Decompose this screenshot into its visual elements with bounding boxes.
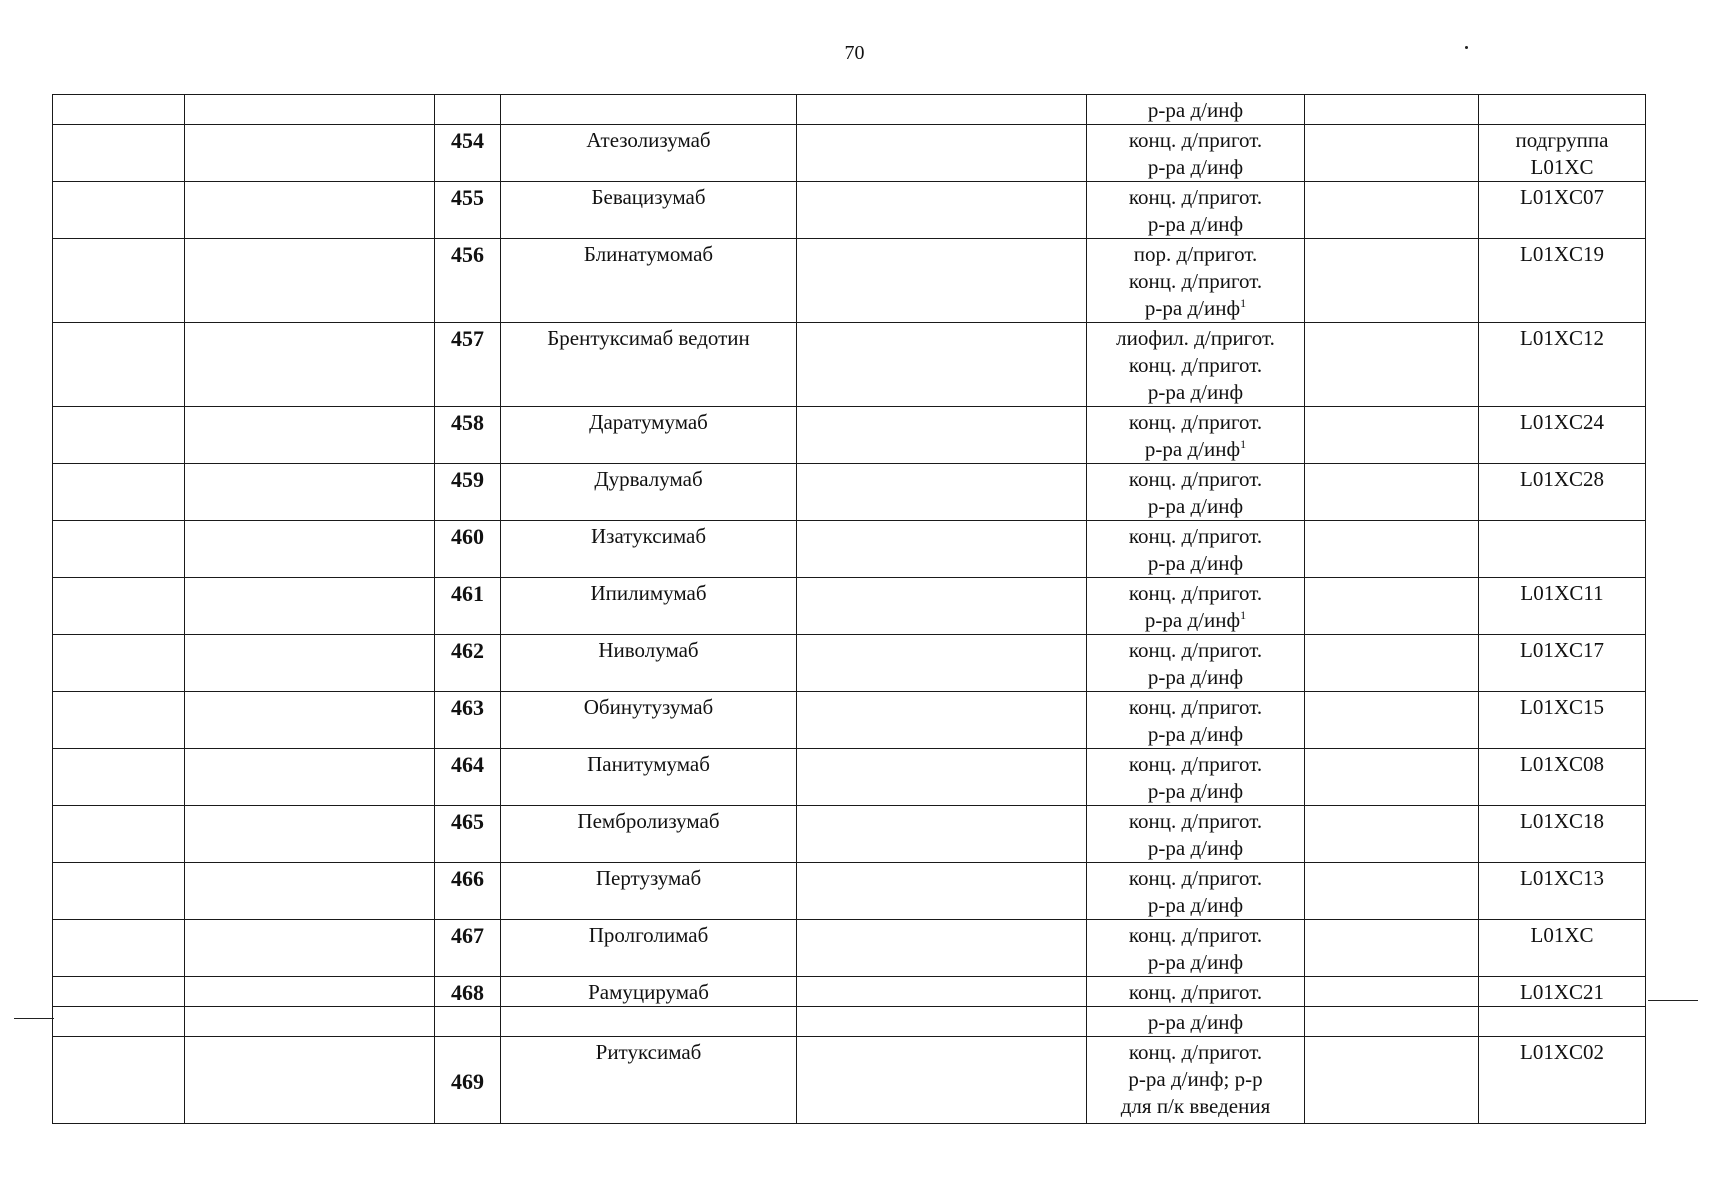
cell-blank <box>185 749 435 806</box>
table-row <box>53 239 1646 323</box>
cell-blank <box>1305 806 1479 863</box>
table-row <box>53 635 1646 692</box>
cell-blank <box>1305 977 1479 1007</box>
dosage-form <box>1087 578 1305 635</box>
dosage-form-line: р-ра д/инф; р-р <box>1128 1067 1263 1091</box>
row-number: 469 <box>435 1037 501 1124</box>
atc-code-line: L01XC13 <box>1520 866 1604 890</box>
dosage-form-line: конц. д/пригот. <box>1128 980 1263 1004</box>
cell-blank <box>1305 635 1479 692</box>
cell-blank <box>53 464 185 521</box>
cell-blank <box>797 578 1087 635</box>
drug-name: Рамуцирумаб <box>501 977 797 1007</box>
dosage-form-line: р-ра д/инф <box>1147 893 1244 917</box>
row-number: 460 <box>435 521 501 578</box>
dosage-form: р-ра д/инф <box>1087 95 1305 125</box>
cell-blank <box>53 407 185 464</box>
atc-code-line: L01XC08 <box>1520 752 1604 776</box>
dosage-form-line: р-ра д/инф <box>1147 380 1244 404</box>
cell-blank <box>53 578 185 635</box>
cell-blank <box>53 977 185 1007</box>
cell-blank <box>53 182 185 239</box>
cell-blank <box>185 464 435 521</box>
cell-blank <box>797 239 1087 323</box>
cell-blank <box>797 863 1087 920</box>
row-number: 456 <box>435 239 501 323</box>
atc-code <box>1479 863 1646 920</box>
dosage-form <box>1087 182 1305 239</box>
atc-code <box>1479 125 1646 182</box>
cell-blank <box>1305 578 1479 635</box>
row-number: 454 <box>435 125 501 182</box>
atc-code <box>1479 977 1646 1007</box>
table-row <box>53 323 1646 407</box>
cell-blank <box>1305 407 1479 464</box>
atc-code <box>1479 182 1646 239</box>
drug-name: Пембролизумаб <box>501 806 797 863</box>
row-number: 455 <box>435 182 501 239</box>
drug-name: Панитумумаб <box>501 749 797 806</box>
footnote-marker: 1 <box>1240 296 1247 310</box>
cell-blank <box>185 920 435 977</box>
dosage-form <box>1087 1037 1305 1124</box>
atc-code-line: L01XC18 <box>1520 809 1604 833</box>
cell-blank <box>185 323 435 407</box>
cell-blank <box>185 1037 435 1124</box>
dosage-form-line: р-ра д/инф <box>1147 722 1244 746</box>
cell-blank <box>185 977 435 1007</box>
cell-blank <box>501 1007 797 1037</box>
cell-blank <box>1305 1037 1479 1124</box>
atc-code <box>1479 239 1646 323</box>
dosage-form-line: р-ра д/инф <box>1147 155 1244 179</box>
row-number: 466 <box>435 863 501 920</box>
dosage-form-line: р-ра д/инф <box>1144 608 1241 632</box>
atc-code-line: L01XC07 <box>1520 185 1604 209</box>
table-row <box>53 920 1646 977</box>
cell-blank <box>797 464 1087 521</box>
cell-blank <box>1305 464 1479 521</box>
cell-blank <box>1305 749 1479 806</box>
dosage-form <box>1087 977 1305 1007</box>
scan-line-right <box>1648 1000 1698 1001</box>
cell-blank <box>53 1037 185 1124</box>
row-number: 458 <box>435 407 501 464</box>
cell-blank <box>797 1007 1087 1037</box>
dosage-form-line: конц. д/пригот. <box>1128 524 1263 548</box>
atc-code-line: L01XC02 <box>1520 1040 1604 1064</box>
cell-blank <box>53 692 185 749</box>
dosage-form-line: конц. д/пригот. <box>1128 353 1263 377</box>
dosage-form-line: для п/к введения <box>1120 1094 1271 1118</box>
dosage-form-line: конц. д/пригот. <box>1128 809 1263 833</box>
atc-code-line: L01XC21 <box>1520 980 1604 1004</box>
dosage-form-line: конц. д/пригот. <box>1128 467 1263 491</box>
scan-line-left <box>14 1018 54 1019</box>
cell-blank <box>185 239 435 323</box>
cell-blank <box>797 182 1087 239</box>
atc-code-line: L01XC24 <box>1520 410 1604 434</box>
dosage-form-line: р-ра д/инф <box>1147 836 1244 860</box>
atc-code-line: L01XC28 <box>1520 467 1604 491</box>
atc-code <box>1479 578 1646 635</box>
dosage-form-line: лиофил. д/пригот. <box>1116 326 1275 350</box>
table-row <box>53 863 1646 920</box>
drug-name: Изатуксимаб <box>501 521 797 578</box>
page-number: 70 <box>844 42 865 64</box>
dosage-form-line: р-ра д/инф <box>1147 212 1244 236</box>
dosage-form-line: конц. д/пригот. <box>1128 923 1263 947</box>
row-number: 464 <box>435 749 501 806</box>
row-number: 461 <box>435 578 501 635</box>
atc-code-line: L01XC <box>1530 923 1594 947</box>
dosage-form-line: конц. д/пригот. <box>1128 695 1263 719</box>
cell-blank <box>1305 182 1479 239</box>
atc-code <box>1479 1037 1646 1124</box>
dosage-form-line: конц. д/пригот. <box>1128 638 1263 662</box>
atc-code-line: L01XC12 <box>1520 326 1604 350</box>
dosage-form-line: конц. д/пригот. <box>1128 752 1263 776</box>
cell-blank <box>185 95 435 125</box>
drug-name: Дурвалумаб <box>501 464 797 521</box>
drug-table <box>52 94 1646 1124</box>
dosage-form <box>1087 863 1305 920</box>
drug-name: Ипилимумаб <box>501 578 797 635</box>
drug-name: Бевацизумаб <box>501 182 797 239</box>
cell-blank <box>185 692 435 749</box>
cell-blank <box>1305 521 1479 578</box>
cell-blank <box>1305 863 1479 920</box>
atc-code <box>1479 407 1646 464</box>
scan-speck <box>1465 46 1468 49</box>
cell-blank <box>53 239 185 323</box>
dosage-form: р-ра д/инф <box>1087 1007 1305 1037</box>
cell-blank <box>1305 125 1479 182</box>
dosage-form-line: конц. д/пригот. <box>1128 1040 1263 1064</box>
table-row <box>53 749 1646 806</box>
table-row <box>53 578 1646 635</box>
dosage-form <box>1087 692 1305 749</box>
cell-blank <box>1305 692 1479 749</box>
cell-blank <box>185 578 435 635</box>
table-row <box>53 977 1646 1007</box>
drug-name: Блинатумомаб <box>501 239 797 323</box>
drug-name: Обинутузумаб <box>501 692 797 749</box>
cell-blank <box>185 407 435 464</box>
cell-blank <box>797 1037 1087 1124</box>
table-row <box>53 125 1646 182</box>
row-number: 457 <box>435 323 501 407</box>
cell-blank <box>53 95 185 125</box>
dosage-form-line: р-ра д/инф <box>1147 551 1244 575</box>
cell-blank <box>185 521 435 578</box>
dosage-form-line: конц. д/пригот. <box>1128 185 1263 209</box>
dosage-form <box>1087 239 1305 323</box>
row-number: 463 <box>435 692 501 749</box>
cell-blank <box>435 95 501 125</box>
dosage-form-line: р-ра д/инф <box>1147 950 1244 974</box>
dosage-form-line: конц. д/пригот. <box>1128 269 1263 293</box>
cell-blank <box>185 635 435 692</box>
dosage-form-line: р-ра д/инф <box>1144 296 1241 320</box>
dosage-form-line: пор. д/пригот. <box>1133 242 1258 266</box>
cell-blank <box>1305 239 1479 323</box>
cell-blank <box>797 521 1087 578</box>
dosage-form <box>1087 749 1305 806</box>
atc-code-line: L01XC11 <box>1520 581 1604 605</box>
dosage-form-line: конц. д/пригот. <box>1128 410 1263 434</box>
cell-blank <box>185 863 435 920</box>
dosage-form-line: р-ра д/инф <box>1147 779 1244 803</box>
dosage-form <box>1087 464 1305 521</box>
dosage-form <box>1087 407 1305 464</box>
cell-blank <box>1305 323 1479 407</box>
drug-name: Ритуксимаб <box>501 1037 797 1124</box>
drug-name: Брентуксимаб ведотин <box>501 323 797 407</box>
cell-blank <box>53 1007 185 1037</box>
dosage-form-line: р-ра д/инф <box>1147 665 1244 689</box>
cell-blank <box>53 749 185 806</box>
dosage-form <box>1087 806 1305 863</box>
cell-blank <box>1305 1007 1479 1037</box>
cell-blank <box>1479 95 1646 125</box>
atc-code <box>1479 323 1646 407</box>
cell-blank <box>53 521 185 578</box>
dosage-form-line: конц. д/пригот. <box>1128 581 1263 605</box>
dosage-form <box>1087 323 1305 407</box>
cell-blank <box>53 125 185 182</box>
atc-code <box>1479 692 1646 749</box>
table-row <box>53 182 1646 239</box>
cell-blank <box>797 95 1087 125</box>
row-number: 462 <box>435 635 501 692</box>
cell-blank <box>53 806 185 863</box>
drug-name: Пролголимаб <box>501 920 797 977</box>
dosage-form <box>1087 635 1305 692</box>
cell-blank <box>185 1007 435 1037</box>
table-row <box>53 407 1646 464</box>
dosage-form-line: р-ра д/инф <box>1144 437 1241 461</box>
atc-code <box>1479 806 1646 863</box>
row-number: 459 <box>435 464 501 521</box>
atc-code-line: L01XC17 <box>1520 638 1604 662</box>
cell-blank <box>185 125 435 182</box>
atc-code <box>1479 464 1646 521</box>
cell-blank <box>797 692 1087 749</box>
atc-code-line: L01XC <box>1530 155 1594 179</box>
atc-code-line: L01XC19 <box>1520 242 1604 266</box>
cell-blank <box>797 806 1087 863</box>
atc-code <box>1479 920 1646 977</box>
cell-blank <box>797 977 1087 1007</box>
table-row <box>53 464 1646 521</box>
table-row <box>53 692 1646 749</box>
cell-blank <box>1479 1007 1646 1037</box>
row-number: 467 <box>435 920 501 977</box>
cell-blank <box>797 125 1087 182</box>
drug-name: Даратумумаб <box>501 407 797 464</box>
dosage-form-line: конц. д/пригот. <box>1128 866 1263 890</box>
cell-blank <box>501 95 797 125</box>
cell-blank <box>797 749 1087 806</box>
table-row <box>53 521 1646 578</box>
footnote-marker: 1 <box>1240 437 1247 451</box>
cell-blank <box>185 806 435 863</box>
cell-blank <box>797 407 1087 464</box>
footnote-marker: 1 <box>1240 608 1247 622</box>
dosage-form-line: р-ра д/инф <box>1147 494 1244 518</box>
cell-blank <box>1305 95 1479 125</box>
row-number: 468 <box>435 977 501 1007</box>
atc-code-line: L01XC15 <box>1520 695 1604 719</box>
dosage-form-line: конц. д/пригот. <box>1128 128 1263 152</box>
page-break-row <box>53 1007 1646 1037</box>
cell-blank <box>185 182 435 239</box>
cell-blank <box>53 635 185 692</box>
cell-blank <box>1305 920 1479 977</box>
continuation-row <box>53 95 1646 125</box>
atc-code <box>1479 635 1646 692</box>
cell-blank <box>53 920 185 977</box>
atc-code <box>1479 749 1646 806</box>
cell-blank <box>53 863 185 920</box>
atc-code-line: подгруппа <box>1515 128 1609 152</box>
cell-blank <box>797 635 1087 692</box>
cell-blank <box>53 323 185 407</box>
cell-blank <box>797 323 1087 407</box>
table-row <box>53 1037 1646 1124</box>
atc-code <box>1479 521 1646 578</box>
drug-name: Пертузумаб <box>501 863 797 920</box>
dosage-form <box>1087 521 1305 578</box>
row-number: 465 <box>435 806 501 863</box>
dosage-form <box>1087 920 1305 977</box>
drug-name: Атезолизумаб <box>501 125 797 182</box>
cell-blank <box>797 920 1087 977</box>
cell-blank <box>435 1007 501 1037</box>
table-row <box>53 806 1646 863</box>
dosage-form <box>1087 125 1305 182</box>
drug-name: Ниволумаб <box>501 635 797 692</box>
